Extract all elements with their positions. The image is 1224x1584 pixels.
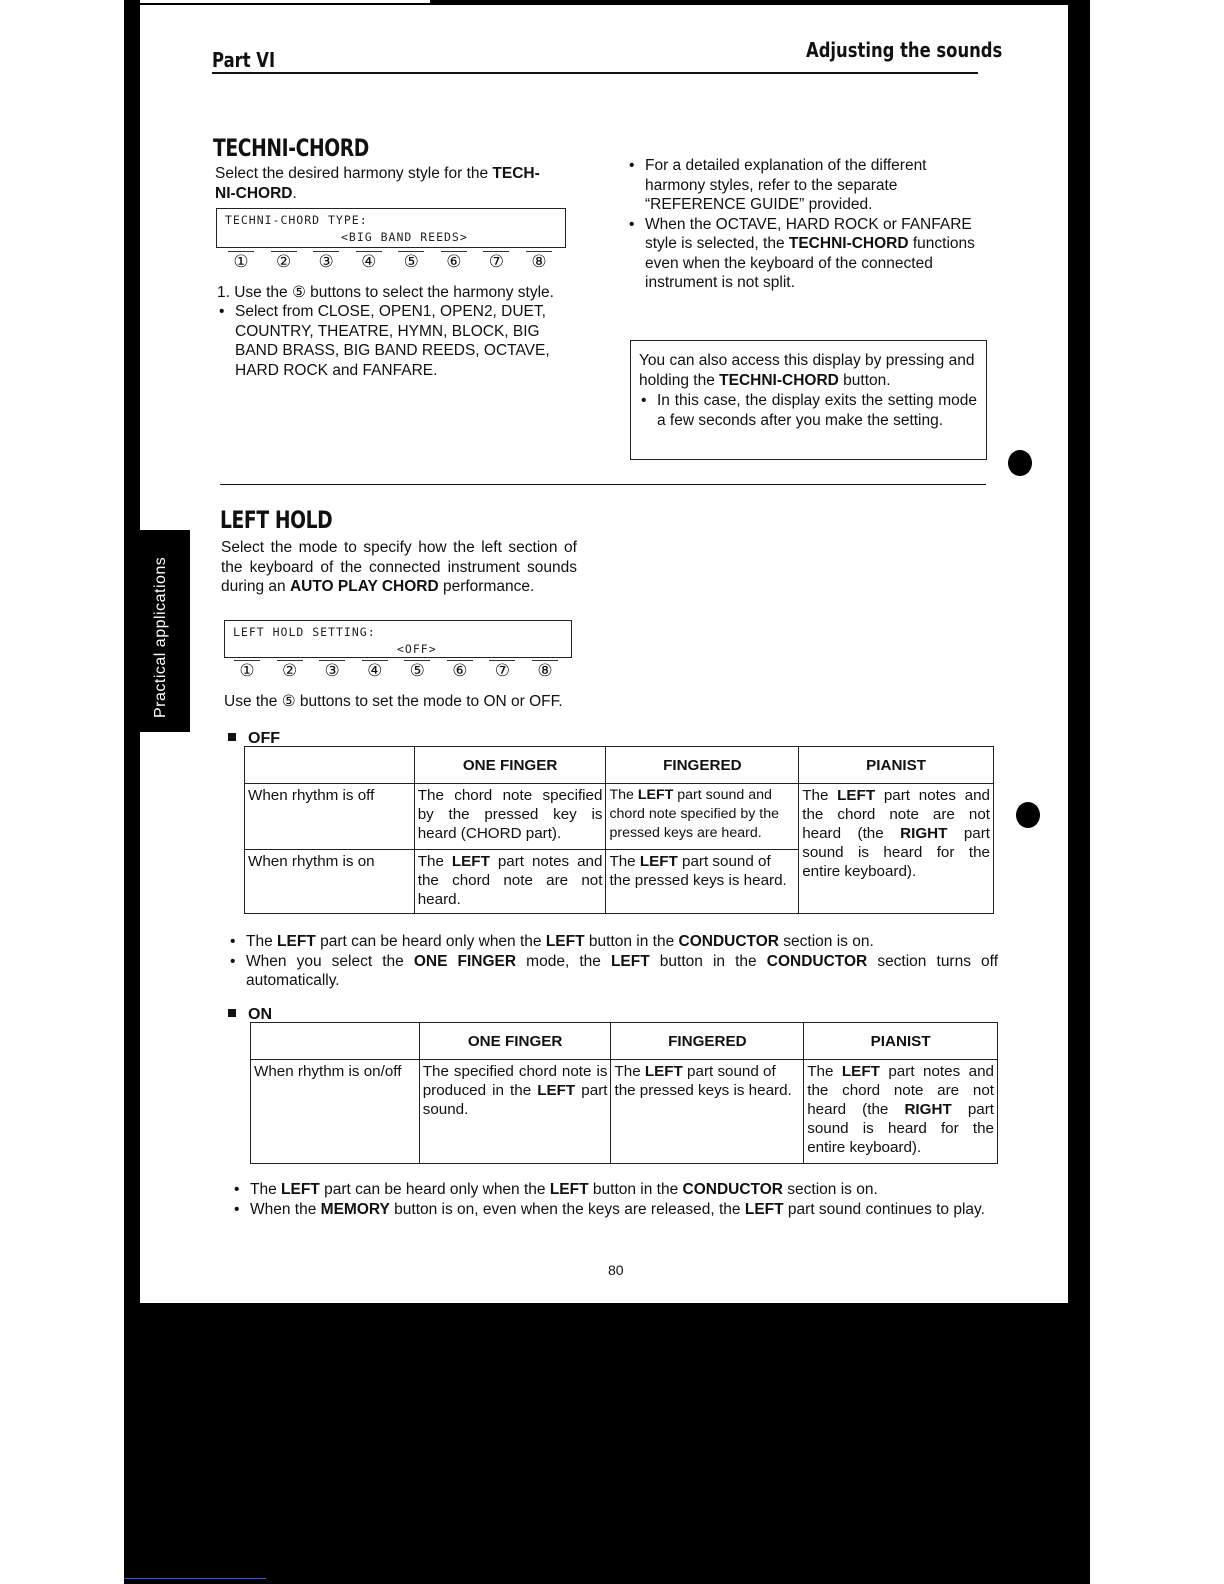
header-title: Adjusting the sounds — [806, 38, 1003, 62]
row-label: When rhythm is on — [245, 850, 415, 914]
text: section turns off automatically. — [246, 952, 999, 989]
text-bold: TECHNI-CHORD — [788, 235, 909, 252]
text-bold: RIGHT — [900, 825, 948, 842]
text-bold: TECHNI-CHORD — [719, 371, 839, 389]
list-item: • In this case, the display exits the setting mode a few seconds after you make the setting. — [639, 391, 977, 430]
techni-note-box — [630, 340, 987, 460]
text-bold: TECH- — [492, 165, 540, 182]
text: button in the — [649, 952, 767, 970]
text: section is on. — [783, 1181, 878, 1198]
text: The — [609, 787, 638, 803]
text-bold: ONE FINGER — [413, 952, 517, 970]
text: part can be heard only when the — [319, 1181, 550, 1198]
top-white-gap — [140, 0, 430, 3]
text: When you select the — [246, 952, 414, 970]
text: part sound of the pressed keys is heard. — [609, 853, 787, 889]
display-button-1[interactable]: ① — [228, 251, 254, 272]
margin-right — [1090, 0, 1224, 1584]
table-cell — [606, 784, 799, 850]
text-bold: LEFT — [610, 952, 650, 970]
display-button-2[interactable]: ② — [277, 660, 303, 681]
text-bold: MEMORY — [320, 1200, 390, 1218]
left-hold-intro — [221, 538, 577, 597]
text-bold: CONDUCTOR — [678, 933, 779, 950]
table-row — [251, 1023, 998, 1060]
display-button-1[interactable]: ① — [234, 660, 260, 681]
table-header-empty — [245, 747, 415, 784]
square-bullet-icon — [228, 733, 236, 741]
display-button-5[interactable]: ⑤ — [404, 660, 430, 681]
text: The — [609, 853, 640, 870]
text: button in the — [584, 933, 679, 950]
display-button-2[interactable]: ② — [271, 251, 297, 272]
table-header: FINGERED — [611, 1023, 804, 1060]
text: The — [802, 787, 838, 804]
left-hold-use: Use the ⑤ buttons to set the mode to ON or OFF. — [224, 693, 563, 710]
table-cell — [799, 784, 994, 914]
text-bold: LEFT — [639, 853, 678, 870]
table-header: ONE FINGER — [419, 1023, 611, 1060]
display-button-3[interactable]: ③ — [319, 660, 345, 681]
text: mode, the — [516, 952, 611, 970]
display-button-8[interactable]: ⑧ — [526, 251, 552, 272]
table-cell: The chord note specified by the pressed key is heard (CHORD part). — [414, 784, 606, 850]
text: The — [250, 1181, 282, 1198]
text: ON — [248, 1006, 272, 1023]
text: part notes and the chord note are not heard (the — [802, 787, 991, 842]
text: part can be heard only when the — [315, 933, 546, 950]
text: button in the — [588, 1181, 683, 1198]
text-bold: LEFT — [537, 1082, 576, 1099]
text-bold: LEFT — [549, 1181, 589, 1198]
text: The specified chord note is produced in the — [422, 1063, 608, 1099]
lcd-line-2: <BIG BAND REEDS> — [341, 230, 468, 244]
display-button-3[interactable]: ③ — [313, 251, 339, 272]
text: OFF — [248, 730, 280, 747]
techni-chord-title: TECHNI-CHORD — [213, 134, 369, 162]
techni-lcd-display — [216, 208, 566, 248]
text-bold: LEFT — [837, 787, 876, 804]
text: functions even when the keyboard of the connected instrument is not split. — [645, 235, 975, 291]
text: The — [246, 933, 278, 950]
display-button-4[interactable]: ④ — [356, 251, 382, 272]
text-bold: CONDUCTOR — [766, 952, 868, 970]
text: section is on. — [779, 933, 874, 950]
off-notes — [228, 932, 998, 991]
table-header: PIANIST — [804, 1023, 998, 1060]
display-button-4[interactable]: ④ — [362, 660, 388, 681]
text: part sound. — [422, 1082, 608, 1118]
list-item: • For a detailed explanation of the different harmony styles, refer to the separate “REFERENCE GUIDE” provided. — [627, 156, 985, 215]
text: part notes and the chord note are not heard. — [417, 853, 603, 908]
table-cell — [611, 1060, 804, 1164]
text-bold: CONDUCTOR — [682, 1181, 783, 1198]
text: You can also access this display by pressing and holding the — [639, 352, 975, 389]
text: When the — [250, 1200, 321, 1218]
text: part notes and the chord note are not heard (the — [807, 1063, 995, 1118]
text-bold: LEFT — [644, 1063, 683, 1080]
table-cell — [804, 1060, 998, 1164]
lcd-line-1: TECHNI-CHORD TYPE: — [225, 213, 368, 227]
note-text — [639, 351, 979, 390]
text-bold: LEFT — [281, 1181, 320, 1198]
display-button-8[interactable]: ⑧ — [532, 660, 558, 681]
techni-right-notes — [627, 156, 985, 293]
text-bold: LEFT — [637, 787, 674, 803]
display-button-5[interactable]: ⑤ — [398, 251, 424, 272]
row-label: When rhythm is off — [245, 784, 415, 850]
table-cell — [419, 1060, 611, 1164]
table-cell — [606, 850, 799, 914]
table-header: ONE FINGER — [414, 747, 606, 784]
table-row — [245, 747, 994, 784]
page-number: 80 — [608, 1262, 624, 1278]
header-rule — [212, 72, 978, 74]
list-item — [228, 952, 998, 991]
list-item — [232, 1200, 1002, 1220]
text: part sound of the pressed keys is heard. — [614, 1063, 792, 1099]
on-table — [250, 1022, 998, 1164]
text-bold: LEFT — [841, 1063, 880, 1080]
table-header: PIANIST — [799, 747, 994, 784]
list-item — [228, 932, 998, 952]
text: The — [417, 853, 452, 870]
text: button is on, even when the keys are released, the — [389, 1200, 745, 1218]
table-header-empty — [251, 1023, 420, 1060]
text-bold: AUTO PLAY CHORD — [289, 578, 439, 595]
left-hold-lcd-buttons — [234, 660, 558, 681]
techni-step-1: 1. Use the ⑤ buttons to select the harmony style. — [217, 284, 554, 301]
text: The — [614, 1063, 645, 1080]
left-hold-title: LEFT HOLD — [220, 506, 333, 534]
list-item: • Select from CLOSE, OPEN1, OPEN2, DUET, COUNTRY, THEATRE, HYMN, BLOCK, BIG BAND BRASS, BIG BAND REEDS, OCTAVE, HARD ROCK and FANFARE. — [217, 302, 575, 380]
lcd-line-2: <OFF> — [397, 642, 437, 656]
table-header: FINGERED — [606, 747, 799, 784]
binding-hole-2 — [1016, 802, 1040, 828]
text: part sound and chord note specified by the pressed keys are heard. — [609, 787, 780, 841]
text: part sound is heard for the entire keyboard). — [807, 1101, 994, 1156]
header-part: Part VI — [212, 48, 276, 72]
row-label: When rhythm is on/off — [251, 1060, 420, 1164]
margin-left — [0, 0, 124, 1584]
text: part sound continues to play. — [783, 1200, 985, 1218]
techni-lcd-buttons — [228, 251, 552, 272]
scan-border-bottom — [124, 1303, 1090, 1584]
text: button. — [838, 371, 891, 389]
left-hold-lcd-display — [224, 620, 572, 658]
section-divider — [220, 484, 986, 485]
text-bold: NI-CHORD — [215, 184, 293, 202]
note-bullets — [639, 391, 977, 430]
text: Select the desired harmony style for the — [215, 165, 493, 182]
square-bullet-icon — [228, 1009, 236, 1017]
techni-intro — [215, 164, 575, 203]
display-button-7[interactable]: ⑦ — [489, 660, 515, 681]
text-bold: LEFT — [451, 853, 490, 870]
text: part sound is heard for the entire keyboard). — [802, 825, 990, 880]
text-bold: LEFT — [744, 1200, 784, 1218]
side-tab-label: Practical applications — [152, 556, 169, 718]
text: Select the mode to specify how the left section of the keyboard of the connected instrument sounds during an — [221, 539, 577, 595]
display-button-6[interactable]: ⑥ — [447, 660, 473, 681]
display-button-6[interactable]: ⑥ — [441, 251, 467, 272]
table-cell — [414, 850, 606, 914]
text: . — [292, 184, 297, 202]
list-item — [232, 1180, 1002, 1200]
text-bold: LEFT — [277, 933, 316, 950]
off-table — [244, 746, 994, 914]
table-row — [251, 1060, 998, 1164]
table-row — [245, 784, 994, 850]
bottom-link-underline — [124, 1578, 266, 1579]
text: performance. — [438, 578, 535, 595]
display-button-7[interactable]: ⑦ — [483, 251, 509, 272]
lcd-line-1: LEFT HOLD SETTING: — [233, 625, 376, 639]
text: When the OCTAVE, HARD ROCK or FANFARE style is selected, the — [645, 215, 972, 252]
text-bold: LEFT — [545, 933, 585, 950]
binding-hole-1 — [1008, 450, 1032, 476]
list-item — [627, 215, 985, 293]
techni-select-list — [217, 302, 575, 380]
text-bold: RIGHT — [904, 1101, 952, 1118]
on-notes — [232, 1180, 1002, 1219]
text: The — [807, 1063, 842, 1080]
